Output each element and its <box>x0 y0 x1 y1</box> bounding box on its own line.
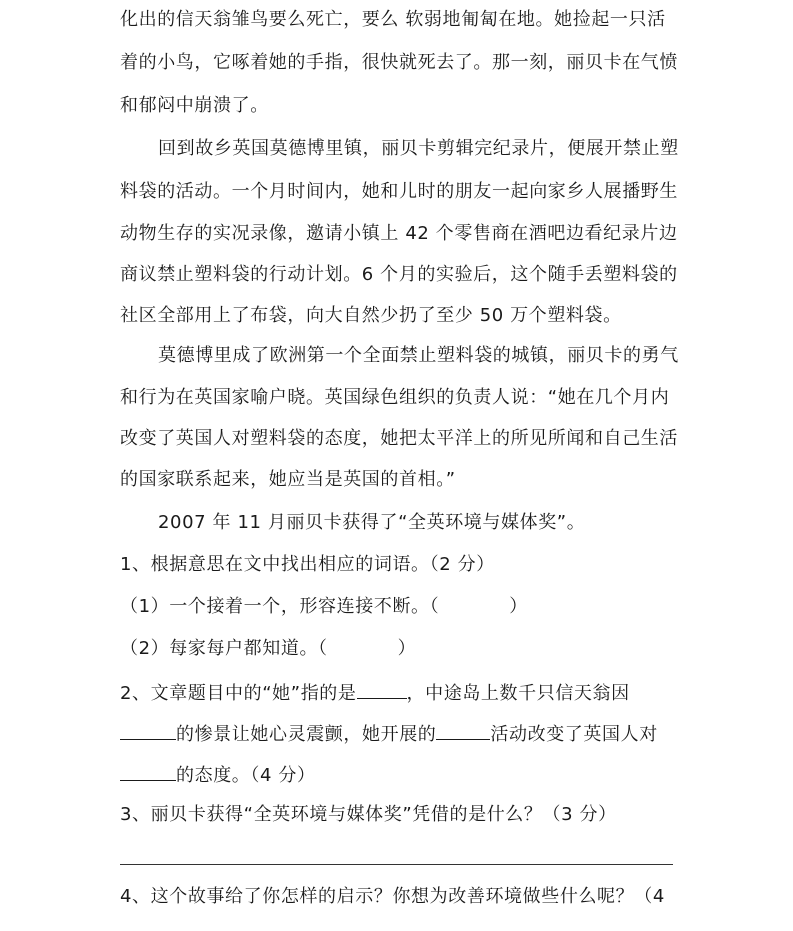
passage-line: 商议禁止塑料袋的行动计划。6 个月的实验后，这个随手丢塑料袋的 <box>120 264 678 285</box>
passage-line: 化出的信天翁雏鸟要么死亡，要么 软弱地匍匐在地。她捡起一只活 <box>120 9 666 30</box>
question-1-title: 1、根据意思在文中找出相应的词语。（2 分） <box>120 554 495 575</box>
question-3-title: 3、丽贝卡获得“全英环境与媒体奖”凭借的是什么？（3 分） <box>120 804 617 825</box>
answer-blank[interactable] <box>120 719 176 740</box>
question-text: ，中途岛上数千只信天翁因 <box>406 683 630 704</box>
passage-line: 和行为在英国家喻户晓。英国绿色组织的负责人说：“她在几个月内 <box>120 387 670 408</box>
question-2-line-1 <box>120 678 630 707</box>
question-1-item-2 <box>120 636 416 662</box>
passage-line: 改变了英国人对塑料袋的态度，她把太平洋上的所见所闻和自己生活 <box>120 428 678 449</box>
question-text: （1）一个接着一个，形容连接不断。（ <box>120 596 440 617</box>
passage-line: 料袋的活动。一个月时间内，她和儿时的朋友一起向家乡人展播野生 <box>120 181 678 202</box>
passage-line: 的国家联系起来，她应当是英国的首相。” <box>120 469 456 490</box>
answer-blank[interactable] <box>357 678 407 699</box>
question-1-item-1 <box>120 594 528 620</box>
passage-line: 动物生存的实况录像，邀请小镇上 42 个零售商在酒吧边看纪录片边 <box>120 223 678 244</box>
passage-line: 社区全部用上了布袋，向大自然少扔了至少 50 万个塑料袋。 <box>120 305 622 326</box>
passage-line: 莫德博里成了欧洲第一个全面禁止塑料袋的城镇，丽贝卡的勇气 <box>158 345 679 366</box>
question-text: 2、文章题目中的“她”指的是 <box>120 683 357 704</box>
passage-line: 2007 年 11 月丽贝卡获得了“全英环境与媒体奖”。 <box>158 512 586 533</box>
passage-line: 回到故乡英国莫德博里镇，丽贝卡剪辑完纪录片，便展开禁止塑 <box>158 138 679 159</box>
passage-line: 和郁闷中崩溃了。 <box>120 95 269 116</box>
question-text: （2）每家每户都知道。（ <box>120 638 328 659</box>
bracket-close: ） <box>397 638 417 659</box>
passage-line: 着的小鸟，它啄着她的手指，很快就死去了。那一刻，丽贝卡在气愤 <box>120 52 678 73</box>
question-text: 的惨景让她心灵震颤，她开展的 <box>176 724 437 745</box>
question-text: 的态度。（4 分） <box>176 765 316 786</box>
answer-blank[interactable] <box>120 760 176 781</box>
question-2-line-2 <box>120 719 658 748</box>
answer-blank[interactable] <box>436 719 490 740</box>
answer-line[interactable] <box>120 864 673 865</box>
bracket-close: ） <box>509 596 528 617</box>
question-4-title: 4、这个故事给了你怎样的启示？你想为改善环境做些什么呢？（4 <box>120 886 665 907</box>
question-text: 活动改变了英国人对 <box>490 724 658 745</box>
question-2-line-3 <box>120 760 316 789</box>
